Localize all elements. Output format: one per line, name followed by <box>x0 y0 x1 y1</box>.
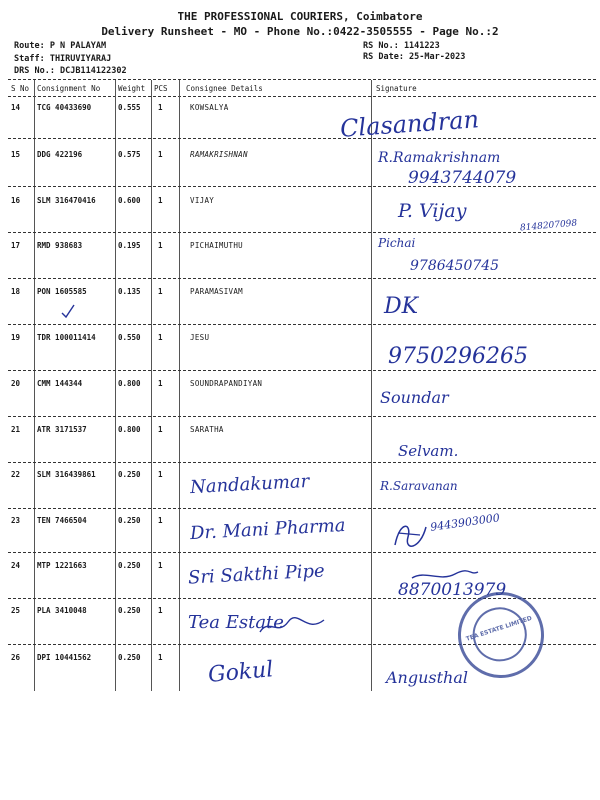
row-separator <box>8 278 596 279</box>
row-pcs: 1 <box>158 516 163 525</box>
row-sno: 17 <box>11 241 21 250</box>
staff-label: Staff: THIRUVIYARAJ <box>14 54 112 64</box>
row-sno: 23 <box>11 516 21 525</box>
signature-22: R.Saravanan <box>380 479 458 493</box>
document-title: THE PROFESSIONAL COURIERS, Coimbatore <box>177 10 423 23</box>
row-consignment-no: TEN 7466504 <box>37 516 87 525</box>
row-consignment-no: PON 1605585 <box>37 287 87 296</box>
route-label: Route: P N PALAYAM <box>14 41 107 51</box>
row-sno: 22 <box>11 470 21 479</box>
col-divider <box>115 80 116 691</box>
consignee-24: Sri Sakthi Pipe <box>187 560 326 589</box>
row-pcs: 1 <box>158 287 163 296</box>
row-sno: 18 <box>11 287 21 296</box>
row-consignment-no: SLM 316470416 <box>37 196 96 205</box>
row-weight: 0.600 <box>118 196 141 205</box>
row-sno: 16 <box>11 196 21 205</box>
consignee-25: Tea Estate <box>188 612 284 633</box>
row-separator <box>8 552 596 553</box>
row-separator <box>8 324 596 325</box>
row-separator <box>8 508 596 509</box>
row-weight: 0.800 <box>118 425 141 434</box>
row-weight: 0.800 <box>118 379 141 388</box>
stamp-text: TEA ESTATE LIMITED <box>465 614 533 643</box>
row-pcs: 1 <box>158 196 163 205</box>
row-consignee: SARATHA <box>190 425 224 434</box>
phone-17: 9786450745 <box>410 258 500 274</box>
row-weight: 0.250 <box>118 516 141 525</box>
phone-24: 8870013979 <box>398 580 507 600</box>
row-sno: 20 <box>11 379 21 388</box>
signature-20: Soundar <box>380 388 449 407</box>
row-consignment-no: ATR 3171537 <box>37 425 87 434</box>
row-consignee: KOWSALYA <box>190 103 229 112</box>
row-pcs: 1 <box>158 103 163 112</box>
col-divider <box>179 80 180 691</box>
col-divider <box>151 80 152 691</box>
row-consignment-no: SLM 316439861 <box>37 470 96 479</box>
scribble-signature-23 <box>390 515 430 555</box>
drs-number: DRS No.: DCJB114122302 <box>14 66 127 76</box>
row-pcs: 1 <box>158 561 163 570</box>
row-consignee: SOUNDRAPANDIYAN <box>190 379 263 388</box>
consignee-22: Nandakumar <box>189 470 310 499</box>
col-sno-header: S No <box>11 84 30 93</box>
col-pcs-header: PCS <box>154 84 168 93</box>
row-consignment-no: TDR 100011414 <box>37 333 96 342</box>
row-pcs: 1 <box>158 241 163 250</box>
row-sno: 24 <box>11 561 21 570</box>
signature-14: Clasandran <box>339 105 480 143</box>
row-sno: 19 <box>11 333 21 342</box>
signature-19: 9750296265 <box>388 344 528 369</box>
row-consignment-no: MTP 1221663 <box>37 561 87 570</box>
signature-21: Selvam. <box>398 442 459 460</box>
row-consignee: VIJAY <box>190 196 215 205</box>
col-divider <box>371 80 372 691</box>
rs-number: RS No.: 1141223 <box>363 41 440 51</box>
row-weight: 0.555 <box>118 103 141 112</box>
row-pcs: 1 <box>158 379 163 388</box>
tick-mark <box>60 303 76 319</box>
row-weight: 0.250 <box>118 561 141 570</box>
row-consignment-no: DPI 10441562 <box>37 653 92 662</box>
row-pcs: 1 <box>158 333 163 342</box>
row-weight: 0.195 <box>118 241 141 250</box>
row-weight: 0.550 <box>118 333 141 342</box>
row-consignment-no: PLA 3410048 <box>37 606 87 615</box>
header-rule-top <box>8 79 596 80</box>
row-consignment-no: DDG 422196 <box>37 150 83 159</box>
row-separator <box>8 370 596 371</box>
phone-15: 9943744079 <box>408 168 517 188</box>
row-consignee: PICHAIMUTHU <box>190 241 243 250</box>
header-rule-bottom <box>8 96 596 97</box>
row-weight: 0.250 <box>118 470 141 479</box>
row-separator <box>8 416 596 417</box>
row-weight: 0.250 <box>118 653 141 662</box>
row-pcs: 1 <box>158 425 163 434</box>
row-separator <box>8 232 596 233</box>
row-pcs: 1 <box>158 470 163 479</box>
row-sno: 14 <box>11 103 21 112</box>
row-sno: 15 <box>11 150 21 159</box>
rs-date: RS Date: 25-Mar-2023 <box>363 52 466 62</box>
row-consignee: JESU <box>190 333 210 342</box>
row-separator <box>8 462 596 463</box>
row-separator <box>8 138 596 139</box>
signature-15: R.Ramakrishnam <box>378 150 501 166</box>
signature-17: Pichai <box>378 236 416 250</box>
row-consignee: PARAMASIVAM <box>190 287 243 296</box>
row-sno: 21 <box>11 425 21 434</box>
row-consignee: RAMAKRISHNAN <box>190 150 248 159</box>
phone-23: 9443903000 <box>429 511 501 534</box>
signature-26: Angusthal <box>386 668 469 687</box>
row-consignment-no: RMD 938683 <box>37 241 83 250</box>
col-signature-header: Signature <box>376 84 417 93</box>
consignee-23: Dr. Mani Pharma <box>189 514 347 545</box>
signature-16: P. Vijay <box>398 200 467 222</box>
row-pcs: 1 <box>158 150 163 159</box>
row-weight: 0.135 <box>118 287 141 296</box>
phone-16: 8148207098 <box>519 218 578 234</box>
row-consignment-no: TCG 40433690 <box>37 103 92 112</box>
row-weight: 0.250 <box>118 606 141 615</box>
col-consignment-header: Consignment No <box>37 84 101 93</box>
row-sno: 26 <box>11 653 21 662</box>
row-consignment-no: CMM 144344 <box>37 379 83 388</box>
scribble-signature-24 <box>410 568 480 584</box>
col-weight-header: Weight <box>118 84 146 93</box>
col-consignee-header: Consignee Details <box>186 84 263 93</box>
row-pcs: 1 <box>158 606 163 615</box>
row-pcs: 1 <box>158 653 163 662</box>
scribble-signature-25 <box>258 614 328 640</box>
document-subtitle: Delivery Runsheet - MO - Phone No.:0422-3505555 - Page No.:2 <box>101 25 499 38</box>
col-divider <box>34 80 35 691</box>
signature-18: DK <box>384 294 419 319</box>
row-weight: 0.575 <box>118 150 141 159</box>
row-sno: 25 <box>11 606 21 615</box>
consignee-26: Gokul <box>207 657 275 688</box>
